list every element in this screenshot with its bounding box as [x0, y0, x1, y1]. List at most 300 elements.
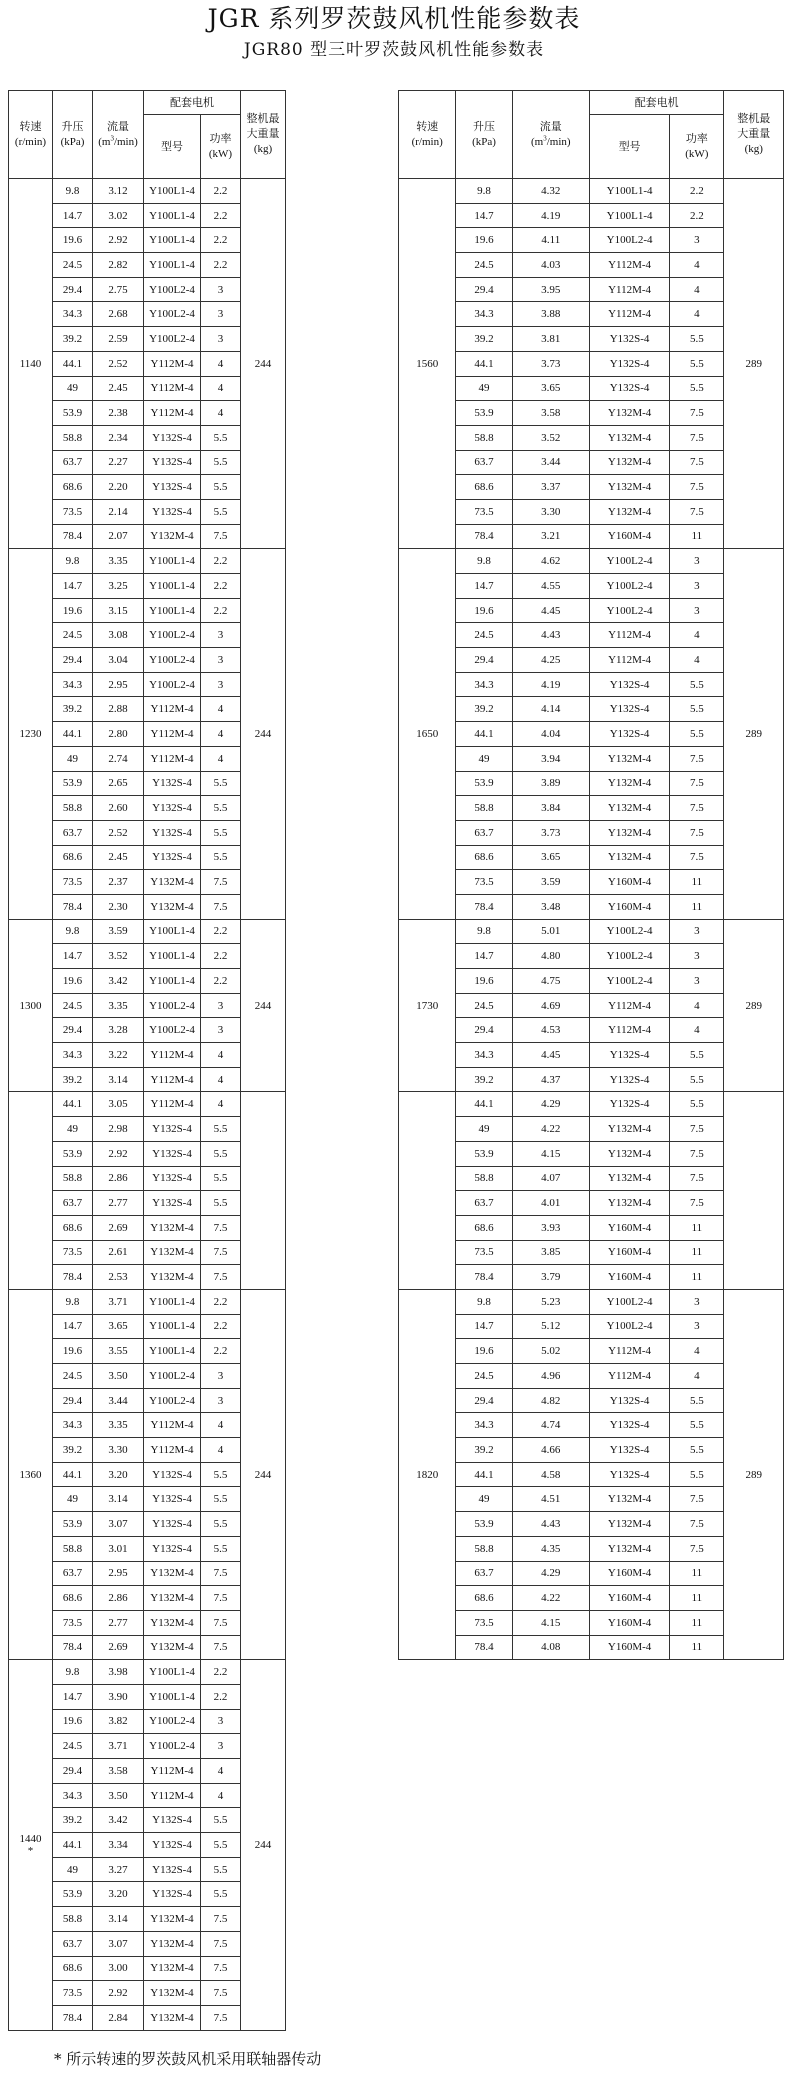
power-cell: 5.5 [670, 376, 724, 401]
flow-cell: 3.93 [512, 1215, 589, 1240]
pressure-cell: 44.1 [456, 1092, 512, 1117]
speed-cell: 1730 [399, 919, 456, 1092]
power-cell: 3 [201, 672, 241, 697]
flow-cell: 2.95 [93, 1561, 144, 1586]
model-cell: Y100L1-4 [144, 1660, 201, 1685]
pressure-cell: 78.4 [53, 1265, 93, 1290]
power-cell: 3 [670, 598, 724, 623]
pressure-cell: 34.3 [456, 672, 512, 697]
pressure-cell: 63.7 [456, 1561, 512, 1586]
power-cell: 11 [670, 894, 724, 919]
flow-cell: 3.07 [93, 1931, 144, 1956]
power-cell: 3 [201, 327, 241, 352]
pressure-cell: 29.4 [53, 1018, 93, 1043]
speed-cell: 1230 [9, 549, 53, 919]
power-cell: 3 [670, 1289, 724, 1314]
pressure-cell: 39.2 [456, 1067, 512, 1092]
pressure-cell: 63.7 [53, 450, 93, 475]
power-cell: 5.5 [670, 1413, 724, 1438]
power-cell: 5.5 [201, 1141, 241, 1166]
flow-cell: 4.66 [512, 1438, 589, 1463]
speed-cell: 1140 [9, 179, 53, 549]
power-cell: 7.5 [670, 1117, 724, 1142]
power-cell: 4 [201, 1759, 241, 1784]
model-cell: Y100L2-4 [144, 302, 201, 327]
power-cell: 5.5 [201, 1857, 241, 1882]
model-cell: Y132M-4 [589, 1117, 669, 1142]
flow-cell: 3.50 [93, 1364, 144, 1389]
pressure-cell: 63.7 [456, 450, 512, 475]
model-cell: Y100L2-4 [589, 1314, 669, 1339]
weight-cell: 244 [241, 919, 286, 1092]
model-cell: Y132S-4 [589, 722, 669, 747]
flow-cell: 3.58 [93, 1759, 144, 1784]
model-cell: Y112M-4 [589, 1364, 669, 1389]
power-cell: 4 [201, 1413, 241, 1438]
power-cell: 7.5 [201, 1561, 241, 1586]
spec-table-right [398, 90, 784, 1660]
weight-cell: 244 [241, 179, 286, 549]
model-cell: Y132S-4 [144, 771, 201, 796]
table-row [399, 1289, 784, 1314]
flow-cell: 2.60 [93, 796, 144, 821]
pressure-cell: 9.8 [456, 919, 512, 944]
flow-cell: 3.34 [93, 1833, 144, 1858]
flow-cell: 2.82 [93, 253, 144, 278]
flow-cell: 4.58 [512, 1462, 589, 1487]
flow-cell: 4.96 [512, 1364, 589, 1389]
pressure-cell: 14.7 [53, 1684, 93, 1709]
pressure-cell: 49 [53, 746, 93, 771]
speed-note-mark: * [27, 1844, 34, 1857]
flow-cell: 2.88 [93, 697, 144, 722]
model-cell: Y100L2-4 [589, 574, 669, 599]
flow-cell: 3.44 [512, 450, 589, 475]
pressure-cell: 58.8 [456, 796, 512, 821]
pressure-cell: 58.8 [53, 425, 93, 450]
model-cell: Y132M-4 [589, 845, 669, 870]
model-cell: Y132M-4 [589, 746, 669, 771]
model-cell: Y132S-4 [144, 1191, 201, 1216]
weight-cell [724, 1092, 784, 1290]
power-cell: 3 [670, 969, 724, 994]
model-cell: Y132M-4 [589, 1191, 669, 1216]
speed-cell: 1650 [399, 549, 456, 919]
pressure-cell: 68.6 [53, 475, 93, 500]
flow-cell: 3.89 [512, 771, 589, 796]
power-cell: 3 [201, 302, 241, 327]
model-cell: Y100L1-4 [144, 1314, 201, 1339]
motor-header: 配套电机 [144, 91, 241, 115]
flow-header: 流量 $(m^3/\min)$ [512, 91, 589, 179]
model-cell: Y132S-4 [589, 1067, 669, 1092]
power-cell: 7.5 [670, 1141, 724, 1166]
footnote: * 所示转速的罗茨鼓风机采用联轴器传动 [54, 2050, 322, 2068]
pressure-cell: 24.5 [456, 623, 512, 648]
motor-header: 配套电机 [589, 91, 724, 115]
flow-cell: 4.45 [512, 598, 589, 623]
model-cell: Y100L2-4 [144, 1018, 201, 1043]
pressure-cell: 63.7 [53, 820, 93, 845]
weight-cell: 244 [241, 1660, 286, 2030]
pressure-cell: 29.4 [456, 1018, 512, 1043]
power-cell: 2.2 [670, 203, 724, 228]
model-cell: Y132S-4 [144, 450, 201, 475]
power-cell: 2.2 [201, 253, 241, 278]
power-cell: 7.5 [670, 425, 724, 450]
pressure-cell: 73.5 [53, 1240, 93, 1265]
flow-cell: 3.59 [512, 870, 589, 895]
flow-cell: 3.44 [93, 1388, 144, 1413]
power-cell: 3 [201, 1018, 241, 1043]
power-cell: 5.5 [201, 1117, 241, 1142]
pressure-cell: 29.4 [456, 277, 512, 302]
spec-table-left [8, 90, 286, 2031]
weight-cell [241, 1092, 286, 1290]
flow-cell: 3.82 [93, 1709, 144, 1734]
weight-cell: 244 [241, 1289, 286, 1659]
pressure-cell: 73.5 [53, 1610, 93, 1635]
flow-cell: 4.11 [512, 228, 589, 253]
pressure-cell: 73.5 [456, 499, 512, 524]
speed-cell: 1560 [399, 179, 456, 549]
power-cell: 5.5 [201, 1487, 241, 1512]
pressure-cell: 34.3 [456, 302, 512, 327]
power-cell: 3 [201, 277, 241, 302]
flow-cell: 3.25 [93, 574, 144, 599]
flow-cell: 4.32 [512, 179, 589, 204]
model-cell: Y100L2-4 [589, 549, 669, 574]
pressure-cell: 19.6 [53, 228, 93, 253]
power-cell: 5.5 [670, 1388, 724, 1413]
power-cell: 2.2 [201, 549, 241, 574]
power-cell: 7.5 [670, 820, 724, 845]
flow-cell: 3.50 [93, 1783, 144, 1808]
flow-cell: 3.81 [512, 327, 589, 352]
flow-cell: 3.02 [93, 203, 144, 228]
pressure-cell: 24.5 [53, 1364, 93, 1389]
model-cell: Y132S-4 [589, 351, 669, 376]
flow-cell: 3.98 [93, 1660, 144, 1685]
flow-cell: 4.15 [512, 1141, 589, 1166]
power-cell: 2.2 [201, 1684, 241, 1709]
power-cell: 3 [201, 623, 241, 648]
power-cell: 3 [201, 648, 241, 673]
pressure-cell: 78.4 [456, 894, 512, 919]
model-cell: Y132S-4 [144, 1512, 201, 1537]
model-cell: Y100L2-4 [144, 1734, 201, 1759]
power-header: 功率 (kW) [670, 115, 724, 179]
model-cell: Y160M-4 [589, 524, 669, 549]
power-cell: 4 [201, 697, 241, 722]
model-cell: Y132M-4 [589, 1141, 669, 1166]
model-cell: Y132M-4 [144, 894, 201, 919]
model-cell: Y132S-4 [589, 1462, 669, 1487]
pressure-cell: 24.5 [456, 1364, 512, 1389]
flow-cell: 2.37 [93, 870, 144, 895]
pressure-cell: 19.6 [456, 228, 512, 253]
power-cell: 7.5 [670, 1512, 724, 1537]
model-cell: Y112M-4 [144, 1092, 201, 1117]
model-cell: Y132M-4 [144, 1981, 201, 2006]
pressure-cell: 73.5 [456, 1240, 512, 1265]
power-cell: 5.5 [201, 1512, 241, 1537]
pressure-cell: 68.6 [53, 845, 93, 870]
pressure-cell: 29.4 [53, 1388, 93, 1413]
flow-cell: 3.52 [93, 944, 144, 969]
model-cell: Y132S-4 [144, 1141, 201, 1166]
speed-header: 转速 (r/min) [9, 91, 53, 179]
power-cell: 5.5 [201, 771, 241, 796]
power-cell: 5.5 [201, 820, 241, 845]
flow-cell: 2.52 [93, 351, 144, 376]
flow-cell: 3.55 [93, 1339, 144, 1364]
model-cell: Y160M-4 [589, 1635, 669, 1660]
flow-cell: 3.73 [512, 351, 589, 376]
model-cell: Y132S-4 [144, 1487, 201, 1512]
flow-cell: 3.30 [93, 1438, 144, 1463]
power-cell: 7.5 [670, 746, 724, 771]
flow-cell: 4.25 [512, 648, 589, 673]
pressure-cell: 63.7 [53, 1191, 93, 1216]
model-cell: Y132M-4 [144, 1610, 201, 1635]
power-cell: 5.5 [201, 1882, 241, 1907]
flow-cell: 2.61 [93, 1240, 144, 1265]
model-cell: Y112M-4 [144, 697, 201, 722]
model-cell: Y100L1-4 [144, 228, 201, 253]
model-cell: Y112M-4 [144, 1783, 201, 1808]
flow-cell: 2.68 [93, 302, 144, 327]
flow-cell: 3.14 [93, 1907, 144, 1932]
power-header: 功率 (kW) [201, 115, 241, 179]
pressure-cell: 9.8 [53, 549, 93, 574]
model-cell: Y100L2-4 [144, 1364, 201, 1389]
model-cell: Y112M-4 [589, 253, 669, 278]
power-cell: 11 [670, 1586, 724, 1611]
flow-cell: 4.22 [512, 1117, 589, 1142]
pressure-cell: 29.4 [456, 648, 512, 673]
power-cell: 5.5 [201, 1191, 241, 1216]
flow-cell: 2.07 [93, 524, 144, 549]
model-cell: Y160M-4 [589, 894, 669, 919]
flow-cell: 4.03 [512, 253, 589, 278]
model-cell: Y160M-4 [589, 1215, 669, 1240]
power-cell: 4 [670, 648, 724, 673]
pressure-cell: 49 [456, 376, 512, 401]
pressure-cell: 44.1 [53, 351, 93, 376]
flow-cell: 3.08 [93, 623, 144, 648]
flow-cell: 3.12 [93, 179, 144, 204]
table-row [399, 549, 784, 574]
model-cell: Y132M-4 [589, 1536, 669, 1561]
model-cell: Y132S-4 [589, 672, 669, 697]
pressure-cell: 34.3 [53, 672, 93, 697]
power-cell: 11 [670, 1561, 724, 1586]
flow-cell: 2.69 [93, 1215, 144, 1240]
flow-cell: 2.34 [93, 425, 144, 450]
model-cell: Y132M-4 [589, 475, 669, 500]
model-cell: Y132S-4 [144, 1833, 201, 1858]
flow-cell: 3.42 [93, 969, 144, 994]
flow-cell: 4.53 [512, 1018, 589, 1043]
flow-cell: 2.86 [93, 1166, 144, 1191]
power-cell: 7.5 [670, 475, 724, 500]
table-row [9, 549, 286, 574]
power-cell: 4 [201, 1067, 241, 1092]
power-cell: 7.5 [201, 1931, 241, 1956]
pressure-cell: 44.1 [456, 1462, 512, 1487]
model-cell: Y100L1-4 [144, 549, 201, 574]
pressure-cell: 58.8 [53, 1907, 93, 1932]
model-cell: Y132M-4 [144, 1561, 201, 1586]
table-row [399, 919, 784, 944]
model-cell: Y132M-4 [144, 2005, 201, 2030]
model-cell: Y100L1-4 [589, 203, 669, 228]
pressure-cell: 58.8 [456, 1536, 512, 1561]
model-cell: Y100L1-4 [144, 1289, 201, 1314]
power-cell: 11 [670, 1610, 724, 1635]
model-cell: Y100L1-4 [144, 1339, 201, 1364]
power-cell: 11 [670, 870, 724, 895]
power-cell: 5.5 [201, 845, 241, 870]
flow-cell: 3.84 [512, 796, 589, 821]
power-cell: 5.5 [670, 1462, 724, 1487]
pressure-cell: 68.6 [456, 1215, 512, 1240]
power-cell: 2.2 [201, 1660, 241, 1685]
model-cell: Y132S-4 [144, 820, 201, 845]
model-cell: Y100L2-4 [589, 944, 669, 969]
pressure-cell: 49 [53, 1857, 93, 1882]
flow-cell: 4.43 [512, 1512, 589, 1537]
power-cell: 7.5 [670, 771, 724, 796]
pressure-cell: 14.7 [53, 574, 93, 599]
flow-cell: 3.35 [93, 993, 144, 1018]
power-cell: 7.5 [670, 1536, 724, 1561]
flow-cell: 3.20 [93, 1882, 144, 1907]
power-cell: 2.2 [201, 179, 241, 204]
power-cell: 7.5 [201, 524, 241, 549]
pressure-cell: 24.5 [53, 623, 93, 648]
power-cell: 2.2 [201, 203, 241, 228]
model-cell: Y132M-4 [589, 796, 669, 821]
flow-cell: 3.71 [93, 1289, 144, 1314]
model-cell: Y100L1-4 [144, 574, 201, 599]
model-cell: Y100L1-4 [144, 1684, 201, 1709]
model-cell: Y132M-4 [589, 771, 669, 796]
flow-cell: 5.23 [512, 1289, 589, 1314]
power-cell: 7.5 [201, 1635, 241, 1660]
flow-cell: 3.07 [93, 1512, 144, 1537]
pressure-cell: 63.7 [456, 820, 512, 845]
pressure-cell: 19.6 [53, 1339, 93, 1364]
power-cell: 7.5 [670, 450, 724, 475]
pressure-cell: 78.4 [53, 894, 93, 919]
power-cell: 5.5 [201, 796, 241, 821]
weight-cell: 289 [724, 919, 784, 1092]
power-cell: 3 [670, 549, 724, 574]
model-cell: Y132M-4 [144, 1215, 201, 1240]
power-cell: 5.5 [201, 1536, 241, 1561]
flow-cell: 2.20 [93, 475, 144, 500]
model-cell: Y100L2-4 [144, 672, 201, 697]
flow-cell: 3.37 [512, 475, 589, 500]
flow-cell: 2.84 [93, 2005, 144, 2030]
pressure-cell: 19.6 [456, 969, 512, 994]
flow-cell: 4.01 [512, 1191, 589, 1216]
model-cell: Y132S-4 [144, 1882, 201, 1907]
flow-cell: 2.92 [93, 228, 144, 253]
model-cell: Y100L1-4 [144, 919, 201, 944]
flow-cell: 3.94 [512, 746, 589, 771]
model-cell: Y112M-4 [589, 302, 669, 327]
pressure-cell: 39.2 [53, 1067, 93, 1092]
flow-cell: 2.52 [93, 820, 144, 845]
power-cell: 5.5 [201, 1462, 241, 1487]
flow-cell: 3.65 [512, 376, 589, 401]
pressure-header: 升压 (kPa) [456, 91, 512, 179]
pressure-cell: 39.2 [53, 697, 93, 722]
pressure-cell: 9.8 [53, 1289, 93, 1314]
pressure-cell: 39.2 [456, 327, 512, 352]
power-cell: 5.5 [670, 351, 724, 376]
model-cell: Y112M-4 [589, 277, 669, 302]
pressure-cell: 58.8 [456, 425, 512, 450]
pressure-cell: 49 [456, 1117, 512, 1142]
model-cell: Y132M-4 [589, 425, 669, 450]
pressure-cell: 44.1 [53, 1092, 93, 1117]
model-cell: Y160M-4 [589, 1265, 669, 1290]
pressure-cell: 44.1 [456, 351, 512, 376]
power-cell: 7.5 [201, 1956, 241, 1981]
power-cell: 5.5 [670, 672, 724, 697]
weight-cell: 289 [724, 549, 784, 919]
page-subtitle: JGR80 型三叶罗茨鼓风机性能参数表 [243, 40, 545, 60]
flow-cell: 3.01 [93, 1536, 144, 1561]
pressure-cell: 44.1 [53, 722, 93, 747]
flow-cell: 3.35 [93, 1413, 144, 1438]
flow-cell: 4.19 [512, 203, 589, 228]
flow-cell: 4.45 [512, 1043, 589, 1068]
pressure-cell: 9.8 [53, 179, 93, 204]
flow-cell: 3.73 [512, 820, 589, 845]
pressure-cell: 63.7 [456, 1191, 512, 1216]
pressure-cell: 78.4 [53, 1635, 93, 1660]
power-cell: 11 [670, 1265, 724, 1290]
speed-cell [399, 1092, 456, 1290]
pressure-cell: 53.9 [53, 1141, 93, 1166]
pressure-cell: 63.7 [53, 1931, 93, 1956]
flow-cell: 4.15 [512, 1610, 589, 1635]
flow-cell: 5.02 [512, 1339, 589, 1364]
power-cell: 2.2 [201, 1339, 241, 1364]
spec-table-body [399, 91, 784, 1660]
flow-cell: 2.53 [93, 1265, 144, 1290]
model-cell: Y132S-4 [589, 1413, 669, 1438]
weight-cell: 244 [241, 549, 286, 919]
power-cell: 7.5 [670, 845, 724, 870]
flow-cell: 3.48 [512, 894, 589, 919]
flow-cell: 2.86 [93, 1586, 144, 1611]
model-cell: Y132M-4 [144, 1586, 201, 1611]
pressure-cell: 39.2 [53, 1438, 93, 1463]
pressure-cell: 14.7 [456, 1314, 512, 1339]
pressure-cell: 9.8 [456, 1289, 512, 1314]
model-cell: Y132S-4 [144, 1857, 201, 1882]
power-cell: 4 [201, 746, 241, 771]
model-cell: Y132M-4 [589, 820, 669, 845]
power-cell: 4 [201, 1092, 241, 1117]
pressure-cell: 78.4 [456, 1635, 512, 1660]
